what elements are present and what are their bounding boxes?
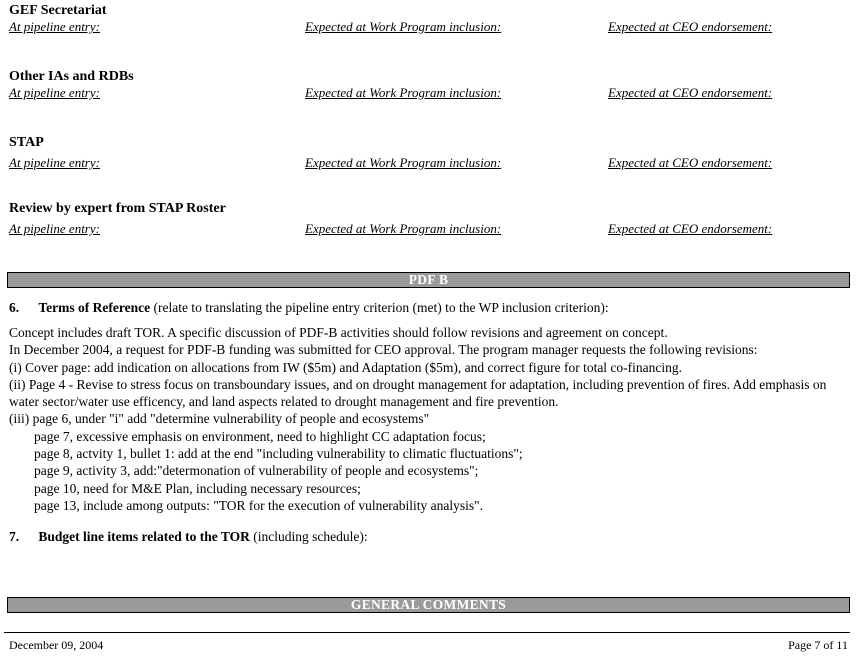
section-6-heading: [9, 300, 854, 316]
footer-date: December 09, 2004: [9, 638, 104, 652]
review-heading: Other IAs and RDBs: [9, 69, 134, 84]
body-line: (i) Cover page: add indication on allocations from IW ($5m) and Adaptation ($5m), and correct figure for total co-financing.: [9, 359, 683, 375]
work-program-label: Expected at Work Program inclusion:: [305, 155, 502, 170]
section-number: 6.: [9, 300, 20, 315]
section-title: Terms of Reference: [38, 300, 151, 315]
section-title: Budget line items related to the TOR: [38, 529, 250, 544]
pipeline-entry-label: At pipeline entry:: [9, 85, 100, 100]
footer-page-number: Page 7 of 11: [788, 638, 848, 652]
body-line: Concept includes draft TOR. A specific discussion of PDF-B activities should follow revisions and agreement on concept.: [9, 325, 668, 340]
section-6-body: [9, 324, 854, 514]
review-stap: [9, 135, 849, 171]
body-line: (ii) Page 4 - Revise to stress focus on transboundary issues, and on drought management for adaptation, including prevention of fires. Add emphasis on water sector/water use efficency, and land aspects related to drought management and fire prevention.: [9, 376, 827, 410]
review-heading: GEF Secretariat: [9, 3, 107, 18]
indented-line: page 9, activity 3, add:"determonation of vulnerability of people and ecosystems";: [34, 463, 479, 479]
review-row: [9, 221, 849, 237]
work-program-label: Expected at Work Program inclusion:: [305, 221, 502, 236]
ceo-endorsement-label: Expected at CEO endorsement:: [608, 85, 773, 100]
body-line: In December 2004, a request for PDF-B funding was submitted for CEO approval. The program manager requests the following revisions:: [9, 342, 758, 358]
section-note: (including schedule):: [253, 529, 368, 544]
pipeline-entry-label: At pipeline entry:: [9, 221, 100, 236]
section-number: 7.: [9, 529, 20, 544]
review-gef-secretariat: [9, 3, 849, 35]
review-row: [9, 155, 849, 171]
work-program-label: Expected at Work Program inclusion:: [305, 85, 502, 100]
ceo-endorsement-label: Expected at CEO endorsement:: [608, 221, 773, 236]
review-row: [9, 19, 849, 35]
review-stap-roster: [9, 201, 849, 237]
indented-line: page 10, need for M&E Plan, including necessary resources;: [34, 480, 361, 496]
ceo-endorsement-label: Expected at CEO endorsement:: [608, 19, 773, 34]
indented-line: page 8, actvity 1, bullet 1: add at the end "including vulnerability to climatic fluctuations";: [34, 446, 523, 462]
ceo-endorsement-label: Expected at CEO endorsement:: [608, 155, 773, 170]
pdf-b-section-bar: PDF B: [7, 272, 850, 288]
review-other-ias: [9, 69, 849, 101]
review-heading: STAP: [9, 135, 44, 150]
review-row: [9, 85, 849, 101]
section-note: (relate to translating the pipeline entry criterion (met) to the WP inclusion criterion):: [153, 300, 609, 315]
footer-divider: [4, 632, 850, 633]
body-line: (iii) page 6, under "i" add "determine vulnerability of people and ecosystems": [9, 411, 430, 427]
indented-line: page 7, excessive emphasis on environment, need to highlight CC adaptation focus;: [34, 428, 486, 444]
pipeline-entry-label: At pipeline entry:: [9, 19, 100, 34]
indented-line: page 13, include among outputs: "TOR for the execution of vulnerability analysis".: [34, 497, 484, 513]
general-comments-bar: GENERAL COMMENTS: [7, 597, 850, 613]
section-7-heading: [9, 529, 854, 545]
review-heading: Review by expert from STAP Roster: [9, 201, 226, 216]
work-program-label: Expected at Work Program inclusion:: [305, 19, 502, 34]
pipeline-entry-label: At pipeline entry:: [9, 155, 100, 170]
